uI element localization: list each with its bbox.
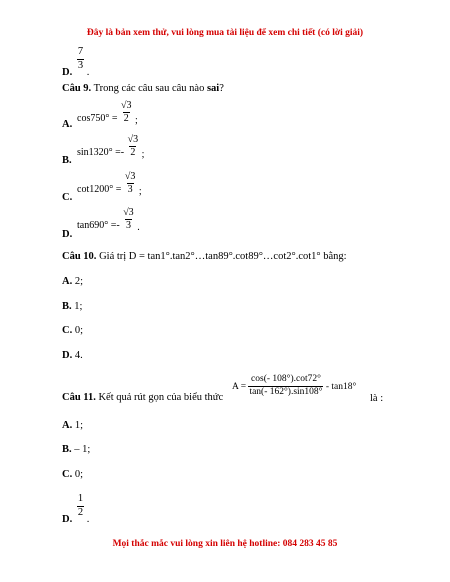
q10-option-a: A. 2; — [62, 276, 84, 287]
fraction-denominator: 3 — [127, 184, 133, 195]
q11-expression — [232, 375, 356, 397]
option-end: ; — [141, 148, 145, 160]
fraction — [248, 375, 323, 397]
q11-option-d — [62, 493, 90, 526]
fraction — [120, 101, 133, 124]
fraction-denominator: tan(- 162°).sin108° — [249, 386, 323, 397]
q9-option-c-label: C. — [62, 192, 73, 203]
fraction — [124, 172, 137, 195]
question-mark: ? — [219, 83, 224, 94]
fraction-denominator: 3 — [125, 220, 131, 231]
fraction — [127, 135, 140, 158]
question-11 — [62, 392, 223, 403]
expr-lhs: tan690° =- — [77, 219, 120, 231]
expr-rhs: - tan18° — [325, 382, 357, 393]
question-9 — [62, 83, 224, 94]
option-label: D. — [62, 67, 73, 79]
q10-option-c: C. 0; — [62, 325, 84, 336]
question-text: Kết quả rút gọn của biểu thức — [98, 392, 224, 403]
fraction-numerator: 7 — [77, 46, 84, 57]
q9-option-b-expr — [77, 135, 144, 158]
fraction-denominator: 2 — [130, 147, 136, 158]
footer-contact: Mọi thắc mắc vui lòng xin liên hệ hotline: 084 283 45 85 — [112, 539, 338, 549]
fraction-numerator: √3 — [127, 134, 139, 145]
question-10 — [62, 251, 347, 262]
fraction-denominator: 2 — [123, 113, 129, 124]
q11-option-c: C. 0; — [62, 469, 84, 480]
fraction-numerator: √3 — [120, 100, 132, 111]
fraction-denominator: 3 — [77, 59, 84, 71]
q9-option-d-expr — [77, 208, 140, 231]
fraction-numerator: √3 — [124, 171, 136, 182]
fraction-numerator: cos(- 108°).cot72° — [251, 374, 321, 384]
q9-option-c-expr — [77, 172, 142, 195]
header-notice: Đây là bản xem thử, vui lòng mua tài liệu để xem chi tiết (có lời giải) — [86, 28, 364, 38]
expr-lhs: A = — [232, 382, 247, 393]
question-keyword: sai — [206, 83, 220, 94]
fraction — [77, 47, 84, 71]
q9-option-a-label: A. — [62, 119, 73, 130]
fraction-numerator: 1 — [77, 493, 84, 504]
q11-option-b: B. – 1; — [62, 444, 91, 455]
fraction-denominator: 2 — [77, 506, 84, 518]
expr-lhs: cos750° = — [77, 112, 118, 124]
q9-option-a-expr — [77, 101, 138, 124]
question-text: Giá trị D = tan1°.tan2°…tan89°.cot89°…cot2°.cot1° bằng: — [99, 251, 347, 262]
option-end: ; — [134, 114, 138, 126]
option-label: D. — [62, 514, 73, 526]
question-number: Câu 11. — [62, 392, 96, 403]
question-number: Câu 9. — [62, 83, 92, 94]
prev-option-d — [62, 46, 90, 79]
fraction-numerator: √3 — [123, 207, 134, 218]
q11-tail: là : — [370, 393, 384, 404]
option-end: ; — [138, 185, 142, 197]
q11-option-a: A. 1; — [62, 420, 84, 431]
question-number: Câu 10. — [62, 251, 97, 262]
expr-lhs: sin1320° =- — [77, 146, 125, 158]
fraction — [122, 208, 135, 231]
option-end: . — [137, 221, 140, 233]
q9-option-b-label: B. — [62, 155, 72, 166]
q10-option-d: D. 4. — [62, 350, 83, 361]
question-text: Trong các câu sau câu nào — [93, 83, 205, 94]
q10-option-b: B. 1; — [62, 301, 83, 312]
expr-lhs: cot1200° = — [77, 183, 122, 195]
option-end: . — [86, 514, 90, 526]
option-end: . — [86, 67, 90, 79]
fraction — [77, 494, 84, 518]
q9-option-d-label: D. — [62, 229, 73, 240]
